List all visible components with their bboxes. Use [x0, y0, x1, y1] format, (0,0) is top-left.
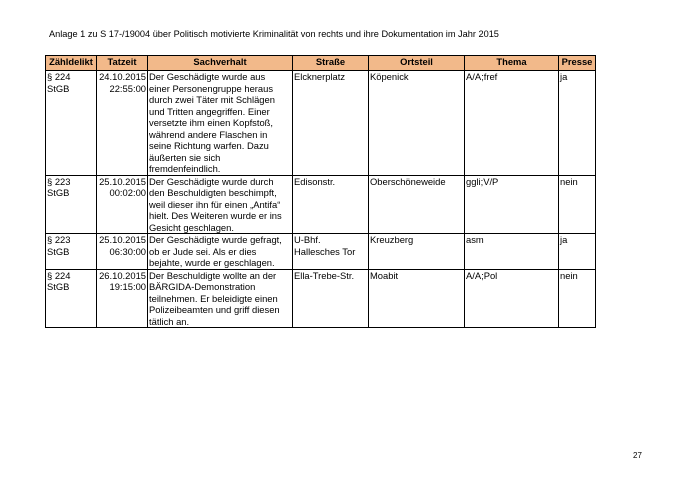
column-header-strasse: Straße [293, 56, 369, 71]
cell-presse: ja [559, 234, 596, 270]
cell-line: 25.10.2015 [99, 175, 146, 187]
cell-line: fremdenfeindlich. [149, 163, 221, 174]
cell-ortsteil: Oberschöneweide [369, 175, 465, 234]
page-number: 27 [633, 451, 642, 460]
column-header-sachverhalt: Sachverhalt [148, 56, 293, 71]
cell-thema: A/A;Pol [465, 269, 559, 328]
cell-line: Gesicht geschlagen. [149, 221, 234, 233]
document-title: Anlage 1 zu S 17-/19004 über Politisch motivierte Kriminalität von rechts und ihre Dokumentation im Jahr 2015 [49, 29, 499, 39]
cell-line: Hallesches Tor [294, 245, 356, 257]
cell-presse: nein [559, 269, 596, 328]
cell-line: weil dieser ihn für einen „Antifa“ [149, 198, 281, 210]
cell-line: 06:30:00 [109, 245, 146, 257]
cell-line: teilnehmen. Er beleidigte einen [149, 292, 278, 304]
cell-sachverhalt [148, 175, 293, 234]
cell-line: § 223 [47, 175, 71, 187]
column-header-presse: Presse [559, 56, 596, 71]
cell-line: den Beschuldigten beschimpft, [149, 187, 277, 198]
cell-line: 00:02:00 [109, 187, 146, 198]
cell-line: 25.10.2015 [99, 234, 146, 245]
cell-line: und Tritten angegriffen. Einer [149, 105, 270, 117]
cell-thema: ggli;V/P [465, 175, 559, 234]
cell-strasse [293, 269, 369, 328]
cell-sachverhalt [148, 269, 293, 328]
table-header-row [46, 56, 596, 71]
cell-line: Der Geschädigte wurde durch [149, 175, 274, 187]
column-header-zaehldelikt: Zähldelikt [46, 56, 97, 71]
cell-line: StGB [47, 281, 70, 292]
cell-thema: asm [465, 234, 559, 270]
table-row [46, 175, 596, 234]
cell-line: seine Richtung warfen. Dazu [149, 140, 269, 151]
cell-line: Polizeibeamten und griff diesen [149, 304, 280, 315]
cell-ortsteil: Moabit [369, 269, 465, 328]
cell-line: versetzte ihm einen Kopfstoß, [149, 117, 274, 128]
cell-line: StGB [47, 245, 70, 257]
cell-line: während andere Flaschen in [149, 128, 268, 140]
cell-line: StGB [47, 187, 70, 198]
cell-line: 24.10.2015 [99, 71, 146, 82]
table-row [46, 71, 596, 176]
cell-line: BÄRGIDA-Demonstration [149, 281, 256, 292]
column-header-tatzeit: Tatzeit [97, 56, 148, 71]
cell-line: Edisonstr. [294, 175, 336, 187]
cell-line: 26.10.2015 [99, 269, 146, 281]
cell-line: Der Geschädigte wurde gefragt, [149, 234, 282, 245]
cell-line: tätlich an. [149, 315, 190, 327]
cell-line: bejahte, wurde er geschlagen. [149, 257, 275, 268]
cell-line: § 224 [47, 269, 71, 281]
cell-thema: A/A;fref [465, 71, 559, 176]
cell-line: Elcknerplatz [294, 71, 346, 82]
cell-tatzeit [97, 269, 148, 328]
cell-line: Der Geschädigte wurde aus [149, 71, 266, 82]
cell-line: durch zwei Täter mit Schlägen [149, 94, 275, 105]
cell-line: Ella-Trebe-Str. [294, 269, 355, 281]
cell-zaehldelikt [46, 234, 97, 270]
cell-line: Der Beschuldigte wollte an der [149, 269, 277, 281]
cell-line: ob er Jude sei. Als er dies [149, 245, 257, 257]
cell-zaehldelikt [46, 269, 97, 328]
cell-ortsteil: Kreuzberg [369, 234, 465, 270]
cell-line: äußerten sie sich [149, 151, 221, 163]
incident-table [45, 55, 596, 328]
table-row [46, 234, 596, 270]
column-header-ortsteil: Ortsteil [369, 56, 465, 71]
cell-tatzeit [97, 175, 148, 234]
cell-sachverhalt [148, 71, 293, 176]
cell-line: § 223 [47, 234, 71, 245]
cell-strasse [293, 175, 369, 234]
cell-sachverhalt [148, 234, 293, 270]
cell-tatzeit [97, 71, 148, 176]
cell-strasse [293, 234, 369, 270]
cell-zaehldelikt [46, 175, 97, 234]
cell-line: 19:15:00 [109, 281, 146, 292]
cell-tatzeit [97, 234, 148, 270]
cell-ortsteil: Köpenick [369, 71, 465, 176]
cell-presse: ja [559, 71, 596, 176]
cell-line: § 224 [47, 71, 71, 82]
cell-line: StGB [47, 82, 70, 94]
cell-zaehldelikt [46, 71, 97, 176]
cell-line: U-Bhf. [294, 234, 321, 245]
table-row [46, 269, 596, 328]
cell-line: hielt. Des Weiteren wurde er ins [149, 210, 282, 221]
column-header-thema: Thema [465, 56, 559, 71]
cell-strasse [293, 71, 369, 176]
cell-line: 22:55:00 [109, 82, 146, 94]
cell-presse: nein [559, 175, 596, 234]
cell-line: einer Personengruppe heraus [149, 82, 274, 94]
